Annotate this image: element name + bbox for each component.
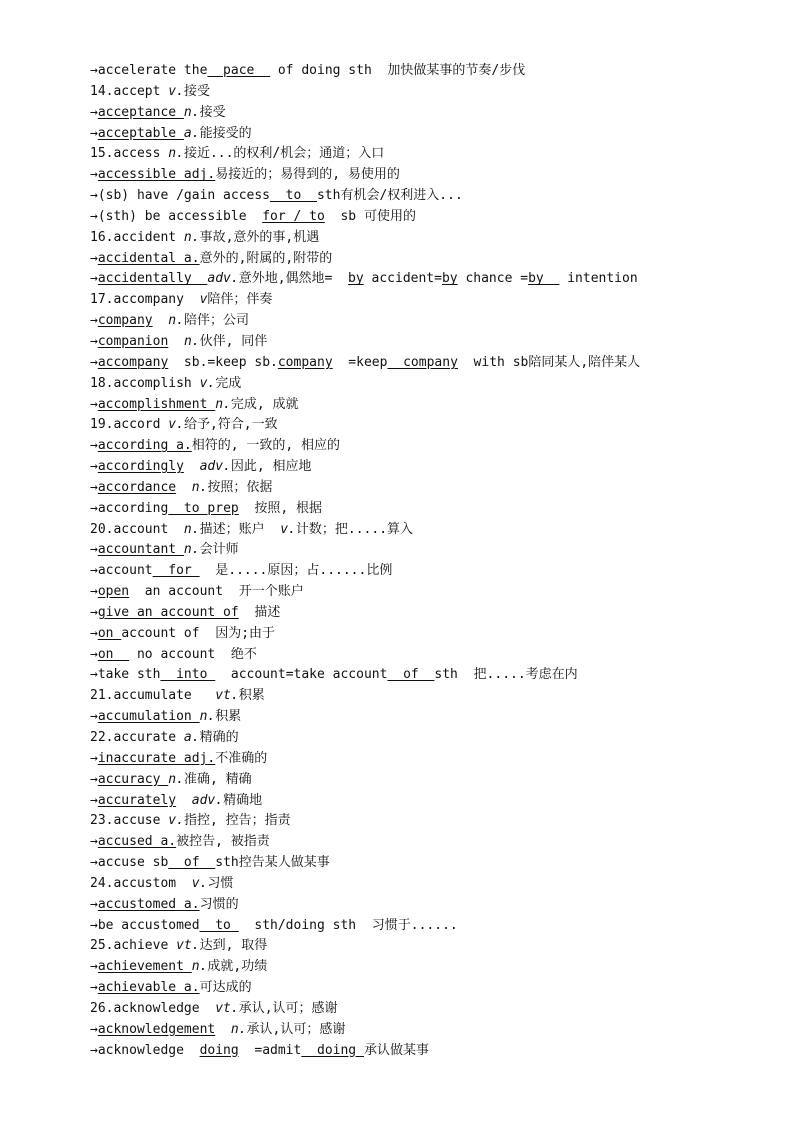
underlined-text: accustomed a. bbox=[97, 896, 200, 912]
line-text: → bbox=[90, 271, 98, 287]
line-text: 25.achieve bbox=[90, 938, 177, 954]
underlined-text: according a. bbox=[97, 438, 192, 454]
line-text: →(sb) have /gain access bbox=[90, 188, 271, 204]
line-text bbox=[184, 459, 200, 474]
vocab-line bbox=[90, 457, 730, 478]
underlined-text: companion bbox=[97, 333, 169, 349]
line-text: 19.accord bbox=[90, 417, 169, 433]
vocab-line bbox=[90, 207, 730, 228]
part-of-speech: v. bbox=[199, 375, 216, 391]
underlined-text: accomplishment bbox=[97, 396, 216, 412]
line-text: → bbox=[90, 438, 98, 454]
part-of-speech: n. bbox=[191, 959, 208, 975]
underlined-text: company bbox=[387, 354, 458, 370]
vocab-line bbox=[90, 499, 730, 520]
line-text: 接受 bbox=[183, 83, 210, 99]
line-text: 可达成的 bbox=[199, 980, 252, 996]
underlined-text: accidentally bbox=[97, 271, 208, 287]
part-of-speech: n. bbox=[168, 313, 184, 329]
line-text: → bbox=[90, 479, 98, 495]
vocab-line bbox=[90, 624, 730, 645]
underlined-text: accuracy bbox=[97, 771, 169, 787]
line-text: 14.accept bbox=[90, 83, 169, 99]
line-text: 不准确的 bbox=[215, 750, 268, 766]
line-text: of doing sth 加快做某事的节奏/步伐 bbox=[270, 63, 526, 78]
line-text: 接受 bbox=[199, 104, 226, 120]
vocab-line bbox=[90, 957, 730, 978]
line-text: 积累 bbox=[215, 709, 242, 725]
vocab-line bbox=[90, 311, 730, 332]
underlined-text: for bbox=[152, 563, 200, 579]
underlined-text: to bbox=[270, 188, 317, 204]
underlined-text: to bbox=[199, 917, 239, 933]
line-text: 因此, 相应地 bbox=[230, 459, 312, 475]
line-text: with sb陪同某人,陪伴某人 bbox=[457, 354, 641, 370]
line-text: 易接近的；易得到的, 易使用的 bbox=[215, 167, 400, 183]
underlined-text: company bbox=[277, 354, 333, 370]
part-of-speech: adv. bbox=[199, 459, 231, 475]
line-text: 按照, 根据 bbox=[238, 500, 323, 516]
line-text: 意外的,附属的,附带的 bbox=[199, 250, 333, 266]
line-text: → bbox=[90, 584, 98, 600]
vocab-line bbox=[90, 269, 730, 290]
line-text: →acknowledge bbox=[90, 1042, 200, 1058]
vocab-line bbox=[90, 665, 730, 686]
line-text: 精确的 bbox=[199, 730, 239, 745]
underlined-text: accordingly bbox=[97, 459, 184, 475]
underlined-text: by bbox=[528, 271, 560, 287]
line-text: accident= bbox=[363, 271, 442, 287]
line-text: 精确地 bbox=[223, 792, 263, 808]
underlined-text: accused a. bbox=[97, 834, 177, 850]
part-of-speech: n. bbox=[183, 229, 200, 245]
line-text: 被控告, 被指责 bbox=[176, 834, 270, 850]
part-of-speech: v. bbox=[280, 521, 296, 537]
vocab-line bbox=[90, 791, 730, 812]
line-text: 完成 bbox=[215, 375, 242, 391]
underlined-text: acceptable bbox=[97, 125, 184, 141]
vocab-line bbox=[90, 290, 730, 311]
vocab-line bbox=[90, 916, 730, 937]
part-of-speech: vt. bbox=[215, 688, 239, 704]
vocab-line bbox=[90, 353, 730, 374]
underlined-text: achievable a. bbox=[97, 980, 200, 996]
line-text: → bbox=[90, 396, 98, 412]
line-text: 准确, 精确 bbox=[183, 771, 252, 787]
line-text: sth/doing sth 习惯于...... bbox=[238, 917, 458, 933]
line-text: → bbox=[90, 167, 98, 183]
line-text: → bbox=[90, 750, 98, 766]
line-text: 计数；把.....算入 bbox=[295, 521, 414, 537]
vocab-line bbox=[90, 478, 730, 499]
part-of-speech: n. bbox=[230, 1021, 247, 1037]
vocab-line bbox=[90, 1020, 730, 1041]
line-text: 意外地,偶然地= bbox=[238, 271, 349, 287]
line-text bbox=[153, 313, 169, 328]
underlined-text: company bbox=[97, 313, 153, 329]
vocab-line bbox=[90, 874, 730, 895]
line-text: →be accustomed bbox=[90, 917, 200, 933]
part-of-speech: a. bbox=[183, 730, 200, 745]
vocab-line bbox=[90, 520, 730, 541]
underlined-text: accidental a. bbox=[97, 250, 200, 266]
line-text: 22.accurate bbox=[90, 730, 184, 745]
line-text: 陪伴；伴奏 bbox=[207, 292, 273, 308]
line-text: sth有机会/权利进入... bbox=[316, 188, 463, 204]
underlined-text: doing bbox=[301, 1042, 364, 1058]
line-text: 会计师 bbox=[199, 542, 239, 558]
line-text: no account 绝不 bbox=[129, 646, 257, 662]
part-of-speech: vt. bbox=[215, 1000, 239, 1016]
vocab-line bbox=[90, 228, 730, 249]
line-text: 能接受的 bbox=[199, 125, 252, 141]
part-of-speech: v bbox=[199, 292, 208, 308]
underlined-text: into bbox=[160, 667, 216, 683]
vocab-line bbox=[90, 144, 730, 165]
vocabulary-list bbox=[90, 61, 730, 1062]
line-text: →(sth) be accessible bbox=[90, 208, 263, 224]
part-of-speech: n. bbox=[183, 104, 200, 120]
line-text: →according bbox=[90, 500, 169, 516]
line-text: 达到, 取得 bbox=[199, 938, 268, 954]
line-text: → bbox=[90, 333, 98, 349]
part-of-speech: a. bbox=[183, 125, 200, 141]
line-text bbox=[168, 334, 184, 349]
vocab-line bbox=[90, 686, 730, 707]
line-text: chance = bbox=[457, 271, 529, 287]
line-text: →accuse sb bbox=[90, 855, 169, 871]
line-text: 承认做某事 bbox=[363, 1042, 429, 1058]
part-of-speech: v. bbox=[168, 417, 184, 433]
line-text: 21.accumulate bbox=[90, 688, 216, 704]
line-text: → bbox=[90, 354, 98, 370]
vocab-line bbox=[90, 395, 730, 416]
vocab-line bbox=[90, 978, 730, 999]
line-text: intention bbox=[559, 271, 638, 287]
vocab-line bbox=[90, 749, 730, 770]
line-text: → bbox=[90, 459, 98, 475]
part-of-speech: v. bbox=[168, 83, 184, 99]
line-text: 24.accustom bbox=[90, 875, 192, 891]
line-text: → bbox=[90, 709, 98, 725]
line-text: → bbox=[90, 604, 98, 620]
underlined-text: give an account of bbox=[97, 604, 239, 620]
underlined-text: accurately bbox=[97, 792, 177, 808]
vocab-line bbox=[90, 582, 730, 603]
vocab-line bbox=[90, 249, 730, 270]
line-text: sth 把.....考虑在内 bbox=[434, 667, 578, 683]
vocab-line bbox=[90, 436, 730, 457]
underlined-text: by bbox=[441, 271, 458, 287]
line-text: 15.access bbox=[90, 146, 169, 162]
line-text: account of 因为;由于 bbox=[121, 625, 276, 641]
vocab-line bbox=[90, 61, 730, 82]
underlined-text: accountant bbox=[97, 542, 184, 558]
line-text: 相符的, 一致的, 相应的 bbox=[191, 438, 341, 454]
vocab-line bbox=[90, 82, 730, 103]
underlined-text: doing bbox=[199, 1042, 239, 1058]
underlined-text: by bbox=[348, 271, 364, 287]
line-text: account=take account bbox=[215, 667, 388, 683]
vocab-line bbox=[90, 853, 730, 874]
line-text bbox=[215, 1022, 231, 1037]
underlined-text: achievement bbox=[97, 959, 192, 975]
vocab-line bbox=[90, 540, 730, 561]
line-text: → bbox=[90, 313, 98, 329]
part-of-speech: vt. bbox=[176, 938, 200, 954]
underlined-text: of bbox=[387, 667, 435, 683]
line-text: → bbox=[90, 1021, 98, 1037]
line-text: 按照；依据 bbox=[207, 479, 273, 495]
vocab-line bbox=[90, 561, 730, 582]
underlined-text: acceptance bbox=[97, 104, 184, 120]
line-text: → bbox=[90, 104, 98, 120]
part-of-speech: n. bbox=[183, 542, 200, 558]
underlined-text: on bbox=[97, 646, 130, 662]
line-text: → bbox=[90, 896, 98, 912]
line-text: → bbox=[90, 834, 98, 850]
line-text: →accelerate the bbox=[90, 63, 208, 78]
line-text: 成就,功绩 bbox=[207, 959, 268, 975]
part-of-speech: n. bbox=[215, 396, 231, 412]
part-of-speech: n. bbox=[183, 333, 200, 349]
line-text: → bbox=[90, 646, 98, 662]
line-text: → bbox=[90, 771, 98, 787]
vocab-line bbox=[90, 728, 730, 749]
vocab-line bbox=[90, 645, 730, 666]
line-text: → bbox=[90, 625, 98, 641]
underlined-text: inaccurate adj. bbox=[97, 750, 216, 766]
vocab-line bbox=[90, 165, 730, 186]
underlined-text: accessible adj. bbox=[97, 167, 216, 183]
line-text: 习惯的 bbox=[199, 896, 239, 912]
vocab-line bbox=[90, 832, 730, 853]
line-text: →take sth bbox=[90, 667, 161, 683]
line-text: 23.accuse bbox=[90, 813, 169, 829]
line-text: 承认,认可；感谢 bbox=[246, 1021, 346, 1037]
vocab-line bbox=[90, 103, 730, 124]
line-text: 完成, 成就 bbox=[230, 396, 299, 412]
line-text: an account 开一个账户 bbox=[129, 584, 304, 600]
vocab-line bbox=[90, 603, 730, 624]
line-text: 20.account bbox=[90, 521, 184, 537]
line-text bbox=[176, 480, 192, 495]
line-text: 16.accident bbox=[90, 229, 184, 245]
underlined-text: to prep bbox=[168, 500, 239, 516]
line-text: sb 可使用的 bbox=[324, 208, 416, 224]
underlined-text: accompany bbox=[97, 354, 169, 370]
line-text: 指控, 控告；指责 bbox=[183, 813, 291, 829]
underlined-text: on bbox=[97, 625, 122, 641]
underlined-text: of bbox=[168, 855, 216, 871]
line-text: 26.acknowledge bbox=[90, 1000, 216, 1016]
vocab-line bbox=[90, 895, 730, 916]
vocab-line bbox=[90, 811, 730, 832]
underlined-text: open bbox=[97, 584, 130, 600]
line-text: =admit bbox=[238, 1042, 302, 1058]
line-text: → bbox=[90, 959, 98, 975]
underlined-text: for / to bbox=[262, 208, 325, 224]
vocab-line bbox=[90, 186, 730, 207]
part-of-speech: v. bbox=[191, 875, 208, 891]
line-text: sth控告某人做某事 bbox=[215, 855, 330, 871]
line-text: 积累 bbox=[238, 688, 265, 704]
line-text: 给予,符合,一致 bbox=[183, 417, 278, 433]
vocab-line bbox=[90, 770, 730, 791]
line-text: → bbox=[90, 250, 98, 266]
line-text: sb.=keep sb. bbox=[168, 354, 278, 370]
vocab-line bbox=[90, 374, 730, 395]
vocab-line bbox=[90, 707, 730, 728]
line-text: → bbox=[90, 542, 98, 558]
line-text: 习惯 bbox=[207, 875, 234, 891]
line-text: 是.....原因；占......比例 bbox=[199, 563, 393, 579]
line-text: 事故,意外的事,机遇 bbox=[199, 229, 320, 245]
line-text: → bbox=[90, 792, 98, 808]
underlined-text: accumulation bbox=[97, 709, 200, 725]
part-of-speech: n. bbox=[168, 146, 184, 162]
part-of-speech: adv. bbox=[207, 271, 239, 287]
underlined-text: accordance bbox=[97, 479, 177, 495]
line-text: 17.accompany bbox=[90, 292, 200, 308]
vocab-line bbox=[90, 936, 730, 957]
vocab-line bbox=[90, 415, 730, 436]
line-text: =keep bbox=[332, 354, 388, 370]
part-of-speech: n. bbox=[183, 521, 200, 537]
line-text: → bbox=[90, 125, 98, 141]
line-text: 陪伴；公司 bbox=[183, 313, 249, 329]
part-of-speech: n. bbox=[168, 771, 184, 787]
part-of-speech: v. bbox=[168, 813, 184, 829]
part-of-speech: adv. bbox=[191, 792, 224, 808]
underlined-text: pace bbox=[207, 63, 271, 78]
part-of-speech: n. bbox=[199, 709, 216, 725]
line-text: → bbox=[90, 980, 98, 996]
vocab-line bbox=[90, 999, 730, 1020]
part-of-speech: n. bbox=[191, 479, 208, 495]
line-text: 描述；账户 bbox=[199, 521, 281, 537]
line-text bbox=[176, 793, 192, 808]
line-text: 伙伴, 同伴 bbox=[199, 333, 268, 349]
underlined-text: acknowledgement bbox=[97, 1021, 216, 1037]
line-text: →account bbox=[90, 563, 153, 579]
line-text: 承认,认可；感谢 bbox=[238, 1000, 338, 1016]
vocab-line bbox=[90, 332, 730, 353]
line-text: 18.accomplish bbox=[90, 375, 200, 391]
line-text: 描述 bbox=[238, 604, 281, 620]
line-text: 接近...的权利/机会；通道；入口 bbox=[183, 146, 385, 162]
vocab-line bbox=[90, 1041, 730, 1062]
vocab-line bbox=[90, 124, 730, 145]
